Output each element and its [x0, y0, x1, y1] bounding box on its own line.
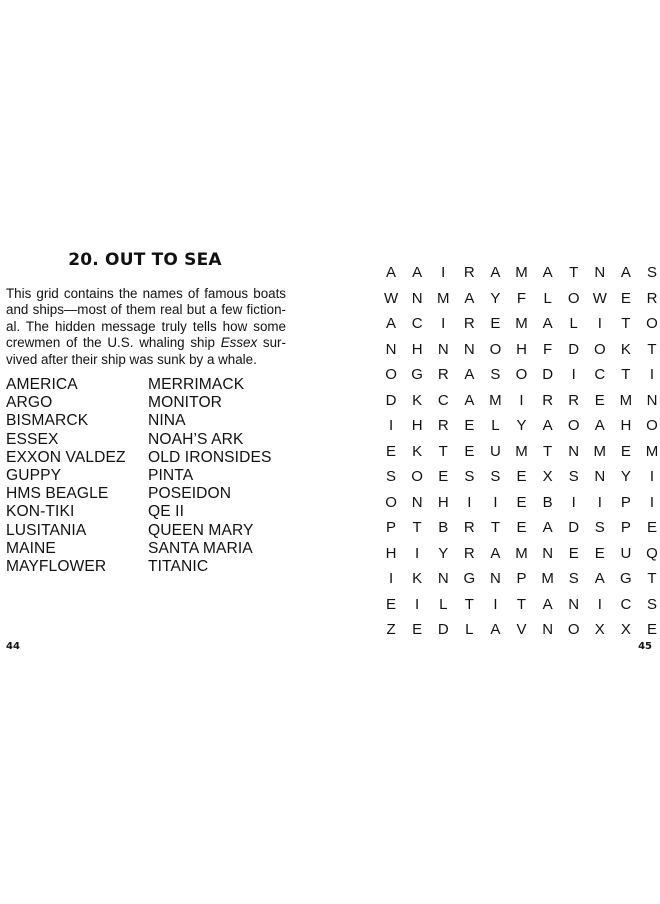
grid-letter: T: [412, 519, 422, 536]
grid-letter: E: [646, 621, 657, 638]
grid-letter: K: [412, 391, 423, 409]
grid-letter: M: [541, 570, 554, 587]
grid-letter: C: [620, 595, 632, 613]
grid-letter: I: [649, 468, 655, 485]
grid-letter: E: [620, 442, 631, 460]
grid-letter: I: [571, 493, 576, 511]
grid-letter: H: [620, 417, 632, 434]
grid-letter: R: [568, 391, 580, 409]
grid-letter: M: [593, 442, 607, 460]
grid-letter: A: [490, 544, 501, 562]
grid-letter: I: [415, 544, 420, 562]
grid-letter: M: [436, 289, 450, 307]
puzzle-intro: [6, 286, 286, 368]
intro-text-2: sur-vived after their ship was sunk by a whale.: [6, 335, 286, 367]
grid-letter: I: [493, 493, 498, 511]
right-page: [330, 0, 660, 904]
grid-letter: L: [569, 315, 578, 332]
grid-letter: K: [412, 442, 423, 460]
word-list-item: MAINE: [6, 539, 56, 557]
grid-letter: T: [621, 366, 631, 383]
word-list-item: BISMARCK: [6, 412, 89, 430]
page-number-left: 44: [6, 641, 20, 652]
grid-row: [378, 439, 659, 465]
grid-letter: S: [568, 570, 579, 587]
grid-letter: E: [412, 621, 423, 638]
grid-letter: O: [385, 493, 397, 511]
grid-letter: P: [620, 493, 631, 511]
grid-letter: M: [489, 391, 502, 409]
grid-letter: I: [388, 417, 394, 434]
grid-letter: I: [571, 366, 576, 383]
grid-letter: A: [594, 570, 605, 587]
word-list-item: ESSEX: [6, 430, 59, 448]
grid-letter: F: [516, 289, 527, 307]
grid-letter: Z: [386, 621, 396, 638]
grid-letter: D: [542, 366, 554, 383]
grid-letter: I: [649, 366, 655, 383]
grid-letter: Y: [620, 468, 631, 485]
word-list-item: SANTA MARIA: [148, 539, 253, 557]
grid-letter: B: [438, 519, 449, 536]
grid-letter: N: [411, 289, 423, 307]
grid-letter: A: [490, 621, 501, 638]
grid-letter: O: [646, 417, 658, 434]
grid-letter: C: [437, 391, 449, 409]
grid-letter: A: [386, 315, 397, 332]
grid-letter: I: [597, 493, 602, 511]
grid-letter: H: [411, 340, 423, 358]
grid-letter: C: [411, 315, 423, 332]
word-list-item: HMS BEAGLE: [6, 485, 109, 503]
grid-letter: H: [516, 340, 527, 358]
grid-letter: A: [412, 264, 423, 281]
grid-letter: M: [515, 544, 528, 562]
grid-letter: I: [388, 570, 394, 587]
grid-letter: E: [464, 442, 475, 460]
word-list-item: OLD IRONSIDES: [148, 448, 272, 466]
grid-letter: E: [516, 493, 527, 511]
grid-row: [378, 286, 658, 312]
grid-letter: N: [542, 621, 554, 638]
grid-letter: I: [467, 493, 472, 511]
grid-letter: D: [568, 340, 580, 358]
grid-row: [378, 362, 655, 388]
grid-letter: E: [594, 544, 605, 562]
grid-letter: R: [463, 544, 475, 562]
grid-letter: A: [542, 519, 553, 536]
grid-letter: E: [464, 417, 475, 434]
grid-letter: T: [621, 315, 631, 332]
grid-letter: O: [646, 315, 658, 332]
grid-letter: P: [386, 519, 397, 536]
grid-letter: G: [620, 570, 632, 587]
grid-row: [378, 566, 657, 592]
word-list-item: MERRIMACK: [148, 376, 245, 393]
grid-letter: O: [385, 366, 397, 383]
grid-letter: I: [597, 315, 602, 332]
grid-letter: N: [594, 264, 606, 281]
grid-letter: Y: [438, 544, 449, 562]
grid-letter: A: [464, 366, 475, 383]
grid-letter: A: [542, 264, 553, 281]
grid-letter: N: [542, 544, 554, 562]
grid-letter: N: [463, 340, 475, 358]
grid-letter: R: [463, 315, 475, 332]
grid-letter: O: [567, 621, 580, 638]
grid-letter: W: [383, 289, 399, 307]
grid-letter: S: [646, 595, 657, 613]
word-list-item: EXXON VALDEZ: [6, 448, 126, 466]
grid-letter: S: [386, 468, 397, 485]
grid-letter: L: [491, 417, 500, 434]
grid-letter: R: [646, 289, 658, 307]
word-list-item: ARGO: [6, 394, 53, 412]
grid-letter: T: [490, 519, 500, 536]
intro-text-1: This grid contains the names of famous boats and ships—most of them real but a few fiction-al. The hidden message truly tells how some crewmen of the U.S. whaling ship: [6, 286, 286, 351]
grid-letter: N: [437, 340, 449, 358]
grid-letter: H: [385, 544, 397, 562]
grid-letter: M: [515, 442, 528, 460]
grid-letter: L: [439, 595, 448, 613]
word-list-item: AMERICA: [6, 376, 78, 393]
grid-letter: O: [515, 366, 528, 383]
grid-letter: X: [542, 468, 553, 485]
grid-letter: G: [411, 366, 423, 383]
grid-letter: I: [597, 595, 602, 613]
grid-row: [378, 541, 658, 567]
grid-letter: L: [543, 289, 552, 307]
grid-letter: T: [647, 570, 657, 587]
word-list-item: NINA: [148, 412, 186, 430]
grid-letter: E: [516, 468, 527, 485]
grid-letter: T: [543, 442, 553, 460]
grid-letter: E: [620, 289, 631, 307]
grid-letter: N: [490, 570, 501, 587]
grid-letter: D: [437, 621, 449, 638]
grid-letter: I: [441, 315, 446, 332]
grid-letter: E: [386, 442, 397, 460]
grid-letter: V: [516, 621, 527, 638]
grid-row: [378, 464, 655, 490]
grid-letter: R: [463, 264, 475, 281]
grid-letter: U: [490, 442, 501, 460]
grid-letter: E: [490, 315, 501, 332]
word-list-item: QUEEN MARY: [148, 521, 254, 539]
grid-letter: K: [620, 340, 631, 358]
word-list-item: TITANIC: [148, 558, 209, 576]
grid-letter: R: [463, 519, 475, 536]
grid-letter: A: [542, 595, 553, 613]
word-list-item: POSEIDON: [148, 485, 232, 503]
grid-letter: A: [594, 417, 605, 434]
grid-letter: X: [594, 621, 605, 638]
grid-letter: I: [519, 391, 524, 409]
grid-letter: E: [516, 519, 527, 536]
grid-letter: A: [542, 315, 553, 332]
grid-letter: R: [437, 366, 449, 383]
grid-letter: T: [569, 264, 579, 281]
grid-letter: O: [567, 417, 580, 434]
grid-letter: E: [386, 595, 397, 613]
grid-letter: E: [646, 519, 657, 536]
word-search-grid: [378, 260, 659, 643]
grid-letter: R: [542, 391, 554, 409]
grid-letter: P: [516, 570, 527, 587]
grid-letter: I: [415, 595, 420, 613]
grid-row: [378, 311, 658, 337]
page-number-right: 45: [638, 641, 652, 652]
grid-letter: Q: [646, 544, 658, 562]
grid-letter: O: [411, 468, 423, 485]
grid-row: [378, 337, 657, 363]
grid-letter: T: [464, 595, 474, 613]
grid-letter: B: [542, 493, 553, 511]
word-list-item: MAYFLOWER: [6, 558, 107, 576]
grid-row: [378, 515, 657, 541]
grid-row: [378, 617, 657, 643]
grid-letter: Y: [516, 417, 527, 434]
grid-letter: M: [619, 391, 633, 409]
grid-row: [378, 490, 655, 516]
grid-letter: A: [490, 264, 501, 281]
grid-row: [378, 592, 657, 618]
grid-letter: I: [493, 595, 498, 613]
grid-letter: I: [649, 493, 655, 511]
grid-letter: T: [647, 340, 657, 358]
grid-letter: O: [593, 340, 606, 358]
grid-letter: A: [542, 417, 553, 434]
grid-row: [378, 260, 657, 286]
grid-letter: S: [490, 468, 501, 485]
grid-letter: S: [568, 468, 579, 485]
word-list-column-2: [148, 376, 271, 576]
grid-letter: N: [594, 468, 606, 485]
grid-letter: E: [568, 544, 579, 562]
puzzle-title: 20. OUT TO SEA: [68, 250, 222, 270]
grid-letter: S: [464, 468, 475, 485]
grid-letter: R: [437, 417, 449, 434]
grid-letter: S: [490, 366, 501, 383]
grid-letter: N: [385, 340, 397, 358]
grid-letter: N: [437, 570, 449, 587]
grid-letter: W: [592, 289, 607, 307]
word-list-column-1: [6, 376, 126, 576]
grid-letter: S: [594, 519, 605, 536]
word-list-item: LUSITANIA: [6, 521, 87, 539]
grid-letter: T: [516, 595, 527, 613]
grid-letter: A: [464, 289, 475, 307]
grid-letter: P: [620, 519, 631, 536]
grid-letter: Y: [490, 289, 501, 307]
grid-letter: X: [620, 621, 631, 638]
grid-letter: G: [463, 570, 476, 587]
grid-letter: S: [646, 264, 657, 281]
grid-letter: N: [411, 493, 423, 511]
word-list-item: KON-TIKI: [6, 503, 75, 521]
grid-letter: N: [568, 595, 580, 613]
grid-letter: E: [594, 391, 605, 409]
grid-letter: A: [386, 264, 397, 281]
grid-letter: M: [645, 442, 659, 460]
grid-letter: F: [543, 340, 553, 358]
grid-letter: U: [620, 544, 632, 562]
grid-letter: O: [489, 340, 502, 358]
grid-row: [378, 413, 658, 439]
grid-letter: H: [411, 417, 423, 434]
grid-letter: L: [465, 621, 474, 638]
word-list-item: MONITOR: [148, 394, 223, 412]
grid-letter: N: [646, 391, 658, 409]
grid-letter: T: [438, 442, 448, 460]
grid-row: [378, 388, 658, 414]
grid-letter: N: [568, 442, 580, 460]
intro-ship-name: Essex: [220, 335, 258, 351]
grid-letter: M: [515, 315, 528, 332]
word-list-item: PINTA: [148, 467, 194, 485]
grid-letter: O: [567, 289, 580, 307]
grid-letter: A: [464, 391, 475, 409]
grid-letter: D: [385, 391, 397, 409]
word-list-item: GUPPY: [6, 467, 62, 485]
grid-letter: H: [437, 493, 449, 511]
grid-letter: I: [441, 264, 446, 281]
grid-letter: A: [620, 264, 631, 281]
grid-letter: E: [438, 468, 449, 485]
grid-letter: K: [412, 570, 423, 587]
word-list-item: QE II: [148, 503, 185, 521]
grid-letter: D: [568, 519, 580, 536]
word-list-item: NOAH’S ARK: [148, 430, 244, 448]
grid-letter: C: [594, 366, 606, 383]
grid-letter: M: [515, 264, 528, 281]
